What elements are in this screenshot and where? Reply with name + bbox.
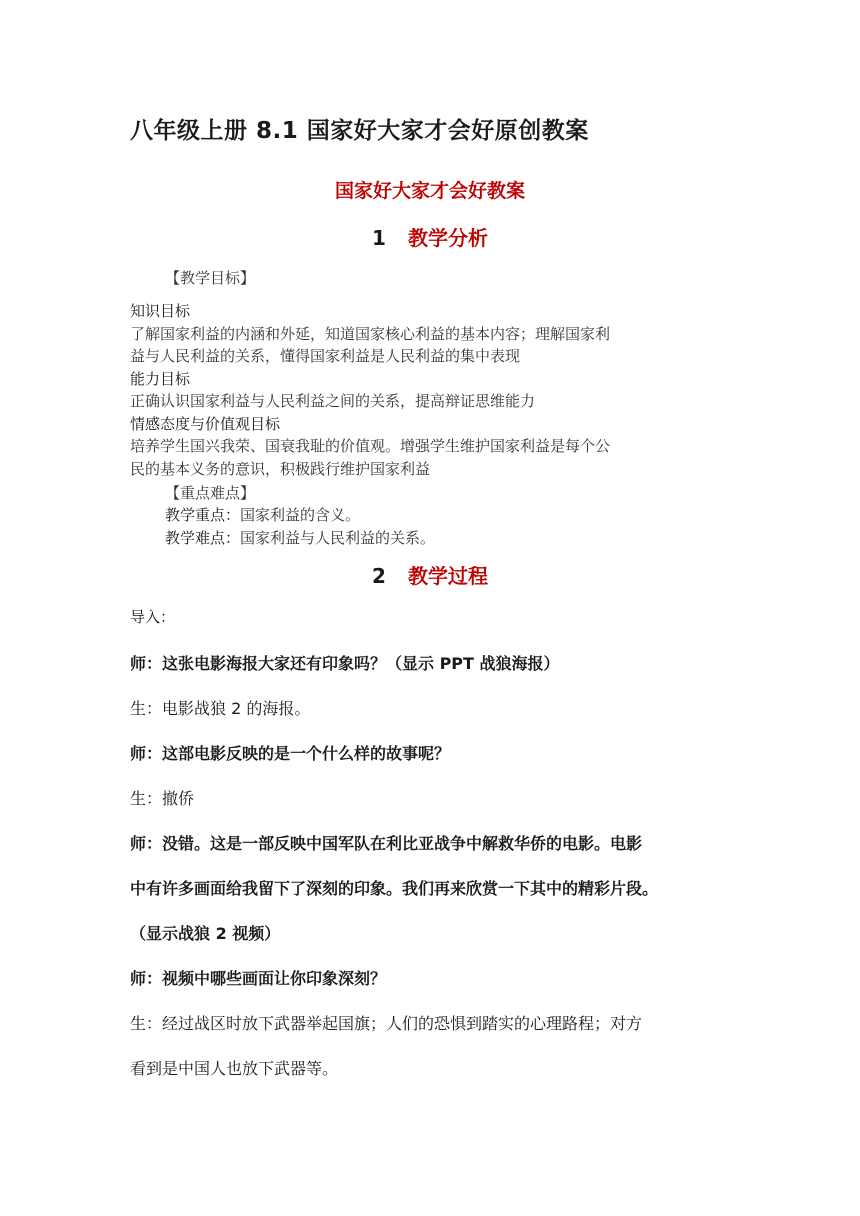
keypoints-header: 【重点难点】 bbox=[165, 484, 256, 502]
dialog-line: 师：没错。这是一部反映中国军队在利比亚战争中解救华侨的电影。电影 bbox=[130, 834, 643, 853]
section-title: 教学分析 bbox=[407, 226, 488, 250]
teaching-difficulty-text: 国家利益与人民利益的关系。 bbox=[240, 529, 436, 547]
intro-label: 导入： bbox=[130, 608, 176, 626]
section-title: 教学过程 bbox=[407, 564, 488, 588]
section-heading-analysis bbox=[0, 222, 860, 251]
dialog-line: 师：视频中哪些画面让你印象深刻？ bbox=[130, 969, 387, 988]
dialog-line: 中有许多画面给我留下了深刻的印象。我们再来欣赏一下其中的精彩片段。 bbox=[130, 879, 659, 898]
knowledge-goal-label: 知识目标 bbox=[130, 302, 191, 320]
dialog-line: 生：经过战区时放下武器举起国旗；人们的恐惧到踏实的心理路程；对方 bbox=[130, 1014, 643, 1033]
objectives-body bbox=[130, 300, 730, 480]
teaching-focus bbox=[165, 504, 360, 525]
dialog-line: 师：这部电影反映的是一个什么样的故事呢？ bbox=[130, 744, 451, 763]
knowledge-goal-text-2: 益与人民利益的关系，懂得国家利益是人民利益的集中表现 bbox=[130, 347, 521, 365]
teaching-focus-label: 教学重点： bbox=[165, 506, 241, 524]
section-heading-process bbox=[0, 560, 860, 589]
document-subtitle: 国家好大家才会好教案 bbox=[334, 180, 525, 202]
teaching-difficulty bbox=[165, 527, 435, 548]
objectives-header: 【教学目标】 bbox=[165, 269, 256, 287]
emotion-goal-text-2: 民的基本义务的意识，积极践行维护国家利益 bbox=[130, 459, 431, 478]
emotion-goal-label: 情感态度与价值观目标 bbox=[130, 414, 281, 433]
ability-goal-label: 能力目标 bbox=[130, 369, 191, 388]
emotion-goal-text-1: 培养学生国兴我荣、国衰我耻的价值观。增强学生维护国家利益是每个公 bbox=[130, 437, 611, 455]
knowledge-goal-text-1: 了解国家利益的内涵和外延，知道国家核心利益的基本内容；理解国家利 bbox=[130, 324, 611, 343]
teaching-difficulty-label: 教学难点： bbox=[165, 529, 241, 547]
dialog-line: 看到是中国人也放下武器等。 bbox=[130, 1059, 339, 1078]
section-number: 2 bbox=[372, 564, 386, 588]
section-number: 1 bbox=[372, 226, 386, 250]
dialog-line: （显示战狼 2 视频） bbox=[130, 924, 281, 943]
teaching-focus-text: 国家利益的含义。 bbox=[240, 506, 361, 524]
dialog-line: 生：电影战狼 2 的海报。 bbox=[130, 699, 311, 718]
ability-goal-text: 正确认识国家利益与人民利益之间的关系，提高辩证思维能力 bbox=[130, 392, 536, 410]
document-title: 八年级上册 8.1 国家好大家才会好原创教案 bbox=[130, 118, 589, 144]
dialog-line: 师：这张电影海报大家还有印象吗？（显示 PPT 战狼海报） bbox=[130, 654, 560, 673]
dialog-line: 生：撤侨 bbox=[130, 789, 195, 808]
